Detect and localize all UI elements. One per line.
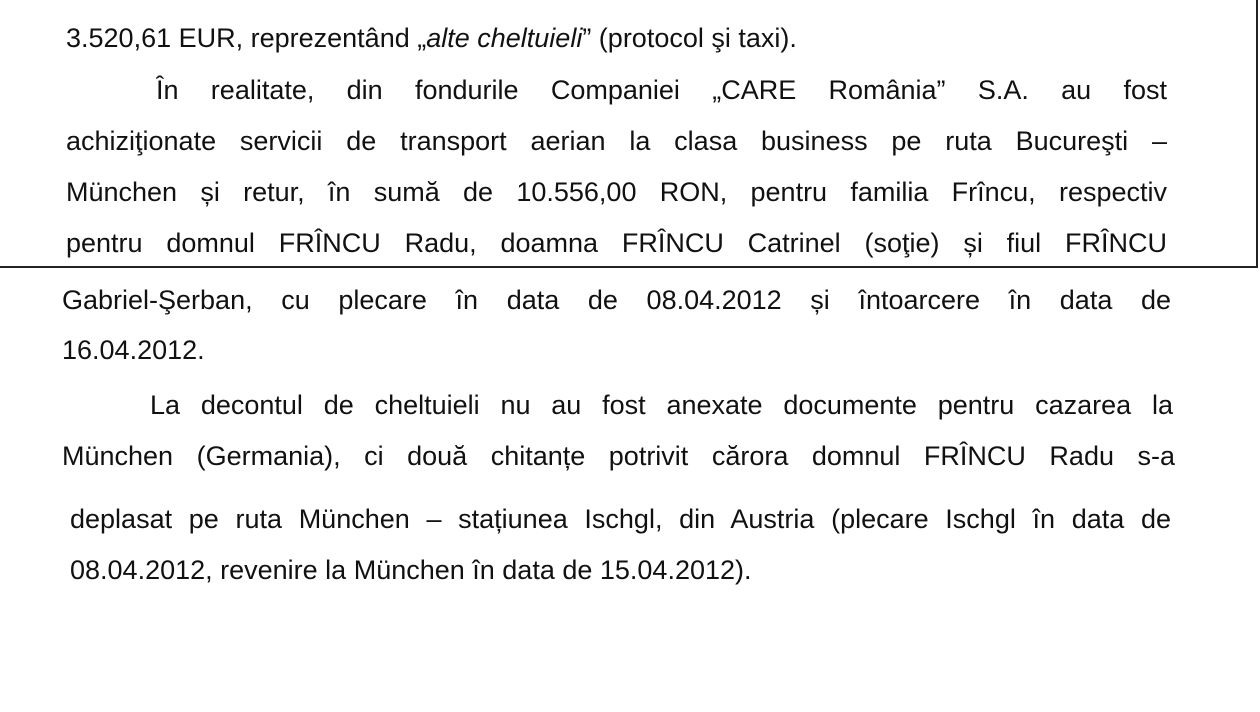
- paragraph-first-line: La decontul de cheltuieli nu au fost anexate documente pentru cazarea la: [150, 390, 1173, 420]
- text-segment: 3.520,61 EUR, reprezentând „: [66, 23, 427, 53]
- text-line-9: München (Germania), ci două chitanțe potrivit cărora domnul FRÎNCU Radu s-a: [62, 441, 1175, 471]
- text-line-6: Gabriel-Şerban, cu plecare în data de 08.04.2012 și întoarcere în data de: [62, 285, 1171, 315]
- paragraph-first-line: În realitate, din fondurile Companiei „CARE România” S.A. au fost: [156, 75, 1167, 105]
- text-line-11: 08.04.2012, revenire la München în data de 15.04.2012).: [70, 555, 752, 585]
- text-line-3: achiziţionate servicii de transport aerian la clasa business pe ruta Bucureşti –: [66, 126, 1167, 156]
- text-line-5: pentru domnul FRÎNCU Radu, doamna FRÎNCU Catrinel (soţie) și fiul FRÎNCU: [66, 228, 1167, 258]
- text-line-4: München și retur, în sumă de 10.556,00 RON, pentru familia Frîncu, respectiv: [66, 177, 1167, 207]
- text-line-10: deplasat pe ruta München – stațiunea Ischgl, din Austria (plecare Ischgl în data de: [70, 504, 1171, 534]
- text-line-1: [66, 22, 797, 54]
- text-line-7: 16.04.2012.: [62, 335, 205, 365]
- text-segment: ” (protocol şi taxi).: [582, 23, 797, 53]
- italic-phrase: alte cheltuieli: [426, 23, 583, 53]
